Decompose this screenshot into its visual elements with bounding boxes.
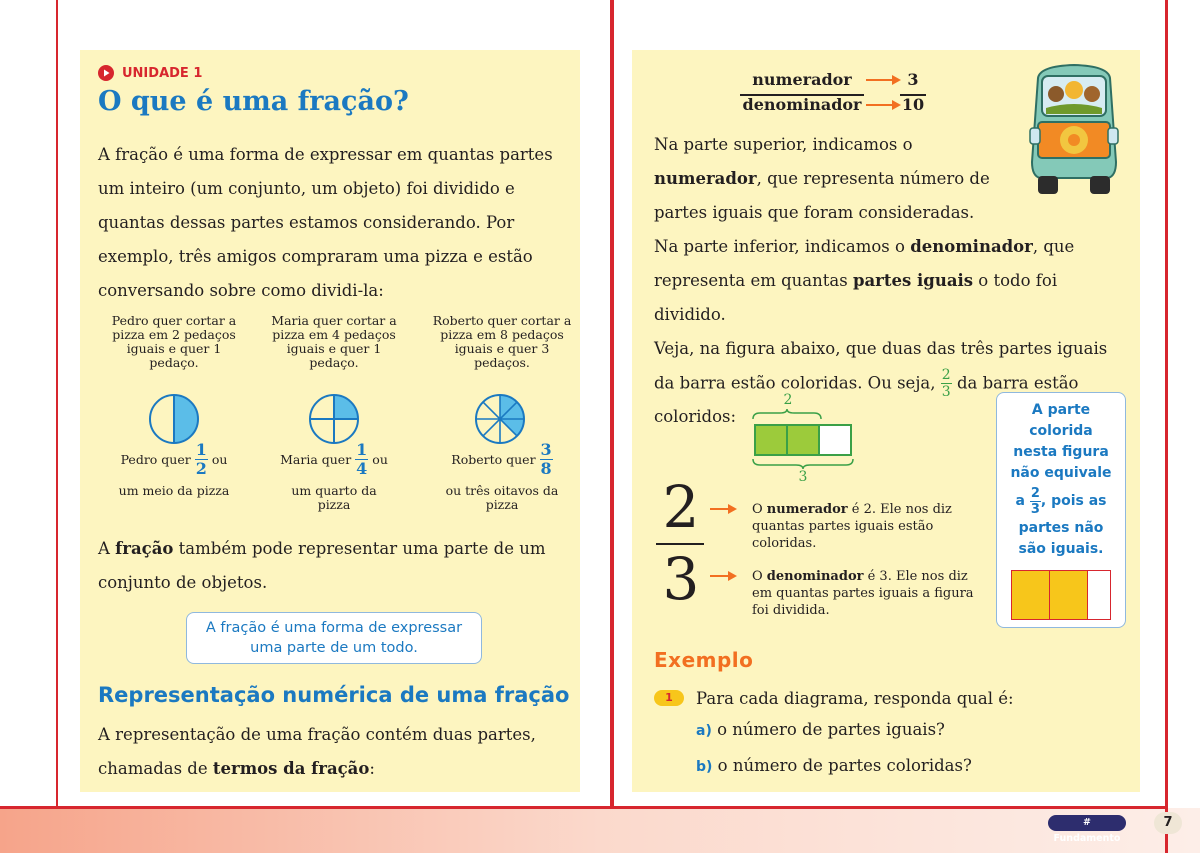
pizza-quote-maria: Maria quer $\frac{1}{4}$ ou	[280, 440, 388, 478]
exercise-number-badge: 1	[654, 690, 684, 706]
numerator-explanation: O numerador é 2. Ele nos diz quantas partes iguais estão coloridas.	[752, 502, 952, 551]
footer-bar	[0, 808, 1200, 853]
pizza-eighth-icon	[474, 393, 526, 445]
page-number: 7	[1154, 812, 1182, 834]
denominator-value: 10	[901, 95, 925, 114]
denominator-label: denominador	[742, 95, 862, 114]
unequal-part-empty	[1088, 571, 1110, 619]
intro-line: quantas dessas partes estamos considerando. Por	[98, 213, 515, 232]
pizza-caption-roberto: ou três oitavos da pizza	[445, 483, 559, 512]
bar-part-colored	[788, 426, 820, 454]
fraction-bar-diagram	[754, 424, 852, 456]
footer-top-rule	[0, 806, 1168, 809]
arrow-right-icon	[710, 570, 738, 582]
pizza-desc-roberto: Roberto quer cortar a pizza em 8 pedaços iguais e quer 3 pedaços.	[432, 313, 572, 370]
note-box: A parte colorida nesta figura não equivale a $\frac{2}{3}$ , pois as partes não são iguais.	[996, 392, 1126, 628]
big-numerator: 2	[662, 473, 700, 541]
arrow-right-icon	[710, 503, 738, 515]
example-title: Exemplo	[654, 648, 754, 672]
definition-callout: A fração é uma forma de expressar uma parte de um todo.	[186, 612, 482, 664]
right-page-border	[612, 0, 614, 808]
exercise-text: Para cada diagrama, responda qual é:	[696, 688, 1014, 708]
pizza-caption-maria: um quarto da pizza	[291, 483, 377, 512]
terms-paragraph: A representação de uma fração contém duas partes, chamadas de termos da fração:	[98, 725, 536, 778]
pizza-quarter-icon	[308, 393, 360, 445]
unequal-part-colored	[1050, 571, 1088, 619]
big-denominator: 3	[662, 545, 700, 613]
section-subtitle: Representação numérica de uma fração	[98, 683, 570, 707]
terms-explanation: Na parte superior, indicamos o numerador, que representa número de partes iguais que foram consideradas. Na parte inferior, indicamos o denominador, que representa em quantas partes iguais o todo foi dividido. Veja, na figura abaixo, que duas das três partes iguais da barra estão coloridas. Ou seja, $\frac{2}{3}$ da barra estão coloridos:	[654, 135, 1108, 426]
left-page-border	[56, 0, 58, 808]
intro-line: A fração é uma forma de expressar em quantas partes	[98, 145, 553, 164]
intro-paragraph	[98, 138, 568, 308]
note-text: A parte colorida nesta figura não equivale	[1010, 402, 1112, 481]
fraction-two-thirds-note: $\frac{2}{3}$	[1030, 485, 1040, 517]
top-brace	[752, 408, 822, 420]
exercise-item-b: b) o número de partes coloridas?	[696, 756, 972, 775]
fraction-three-eighths: $\frac{3}{8}$	[540, 440, 552, 478]
bar-part-empty	[820, 426, 850, 454]
arrow-right-icon	[866, 73, 902, 87]
fraction-two-thirds: $\frac{2}{3}$	[941, 367, 951, 400]
bar-bottom-label: 3	[798, 469, 808, 485]
arrow-right-icon	[866, 98, 902, 112]
denominator-explanation: O denominador é 3. Ele nos diz em quantas partes iguais a figura foi dividida.	[752, 569, 974, 618]
right-edge-rule	[1165, 0, 1168, 853]
intro-line: exemplo, três amigos compraram uma pizza e estão	[98, 247, 533, 266]
intro-line: conversando sobre como dividi-la:	[98, 281, 384, 300]
page-title: O que é uma fração?	[98, 86, 409, 117]
pizza-caption-pedro: um meio da pizza	[118, 483, 230, 498]
fraction-terms-diagram	[740, 70, 940, 120]
pizza-desc-pedro: Pedro quer cortar a pizza em 2 pedaços iguais e quer 1 pedaço.	[111, 313, 237, 370]
unit-header	[98, 64, 202, 82]
unit-label: UNIDADE 1	[122, 65, 203, 81]
numerator-value: 3	[907, 70, 919, 89]
exercise-1	[654, 686, 1014, 710]
fraction-one-quarter: $\frac{1}{4}$	[356, 440, 368, 478]
pizza-quote-pedro: Pedro quer $\frac{1}{2}$ ou	[120, 440, 228, 478]
bar-top-label: 2	[783, 392, 793, 408]
pizza-quote-roberto: Roberto quer $\frac{3}{8}$	[451, 440, 552, 478]
pizza-desc-maria: Maria quer cortar a pizza em 4 pedaços iguais e quer 1 pedaço.	[271, 313, 397, 370]
exercise-item-a: a) o número de partes iguais?	[696, 720, 945, 739]
fraction-set-paragraph: A fração também pode representar uma parte de um conjunto de objetos.	[98, 539, 546, 592]
play-icon	[98, 65, 114, 81]
unequal-bar-diagram	[1011, 570, 1111, 620]
bar-part-colored	[756, 426, 788, 454]
unequal-part-colored	[1012, 571, 1050, 619]
pizza-half-icon	[148, 393, 200, 445]
intro-line: um inteiro (um conjunto, um objeto) foi dividido e	[98, 179, 515, 198]
numerator-label: numerador	[752, 70, 852, 89]
footer-badge: # Fundamento	[1048, 815, 1126, 831]
fraction-one-half: $\frac{1}{2}$	[195, 440, 207, 478]
